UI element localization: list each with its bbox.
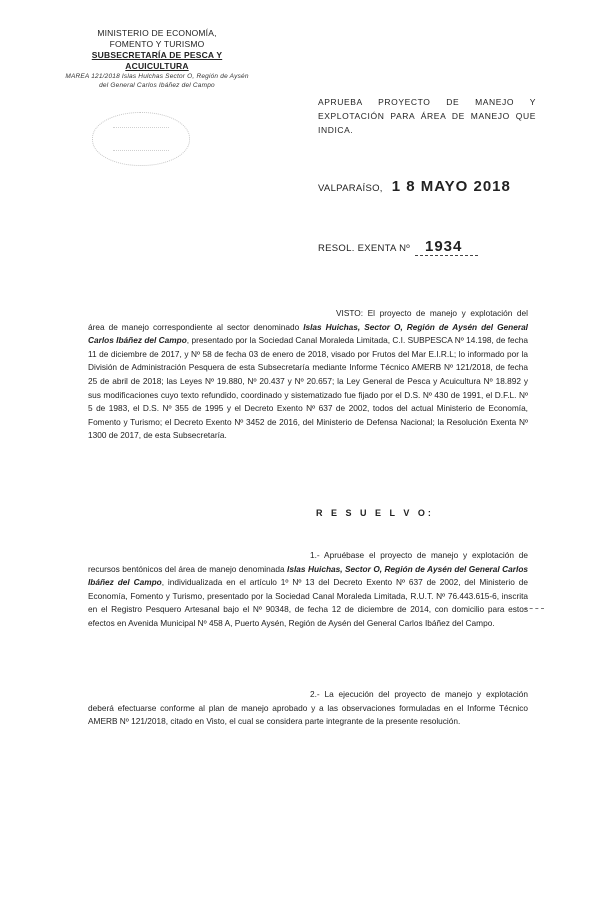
resuelvo-heading: R E S U E L V O: bbox=[316, 508, 434, 518]
ministry-name: MINISTERIO DE ECONOMÍA, bbox=[97, 28, 217, 38]
resolution-item-1 bbox=[88, 549, 528, 631]
margin-mark bbox=[524, 608, 544, 609]
resolution-subject: APRUEBA PROYECTO DE MANEJO Y EXPLOTACIÓN PARA ÁREA DE MANEJO QUE INDICA. bbox=[318, 97, 536, 135]
item1-text: 1.- Apruébase el proyecto de manejo y explotación de recursos bentónicos del área de manejo denominada bbox=[88, 550, 528, 574]
item1-text-cont: , individualizada en el artículo 1º Nº 13 del Decreto Exento Nº 637 de 2002, del Ministerio de Economía, Fomento y Turismo, presentado por la Sociedad Canal Moraleda Limitada, R.U.T. Nº 76.443.615-6, inscrita en el Registro Pesquero Artesanal bajo el Nº 90348, de fecha 12 de diciembre de 2014, con domicilio para estos efectos en Avenida Municipal Nº 458 A, Puerto Aysén, Región de Aysén del General Carlos Ibáñez del Campo. bbox=[88, 577, 528, 628]
margin-reference-cont: del General Carlos Ibáñez del Campo bbox=[99, 82, 215, 89]
ministry-header bbox=[62, 28, 252, 90]
resolution-label: RESOL. EXENTA Nº bbox=[318, 243, 411, 254]
visto-sector: Islas Huichas, Sector O, Región de Aysén del General Carlos Ibáñez del Campo bbox=[88, 321, 528, 346]
place-date bbox=[318, 178, 511, 195]
visto-text: El proyecto de manejo y explotación del área de manejo correspondiente al sector denominado bbox=[88, 308, 528, 332]
subsecretaria-name: SUBSECRETARÍA DE PESCA Y ACUICULTURA bbox=[91, 50, 223, 71]
resolution-number-line bbox=[318, 238, 478, 255]
place: VALPARAÍSO, bbox=[318, 183, 383, 194]
date-stamp: 1 8 MAYO 2018 bbox=[391, 178, 511, 195]
visto-label: VISTO: bbox=[336, 308, 364, 318]
official-stamp bbox=[92, 112, 190, 166]
resolution-number: 1934 bbox=[415, 238, 478, 256]
margin-reference: MAREA 121/2018 Islas Hulchas Sector O, Región de Aysén bbox=[65, 73, 249, 80]
ministry-name-cont: FOMENTO Y TURISMO bbox=[109, 39, 205, 49]
visto-paragraph bbox=[88, 307, 528, 443]
visto-text-cont: , presentado por la Sociedad Canal Moraleda Limitada, C.I. SUBPESCA Nº 14.198, de fecha 11 de diciembre de 2017, y Nº 58 de fecha 03 de enero de 2018, visado por Frutos del Mar E.I.R.L; lo informado por la División de Administración Pesquera de esta Subsecretaría mediante Informe Técnico AMERB Nº 121/2018, de fecha 25 de abril de 2018; las Leyes Nº 19.880, Nº 20.437 y Nº 20.657; la Ley General de Pesca y Acuicultura Nº 18.892 y sus modificaciones cuyo texto refundido, coordinado y sistematizado fue fijado por el D.S. Nº 430 de 1991, el D.F.L. Nº 5 de 1983, el D.S. Nº 355 de 1995 y el Decreto Exento Nº 637 de 2002, todos del actual Ministerio de Economía, Fomento y Turismo; el Decreto Exento Nº 3452 de 2016, del Ministerio de Defensa Nacional; la Resolución Exenta Nº 1300 de 2017, de esta Subsecretaría. bbox=[88, 335, 528, 441]
resolution-item-2: 2.- La ejecución del proyecto de manejo y explotación deberá efectuarse conforme al plan de manejo aprobado y a las observaciones formuladas en el Informe Técnico AMERB Nº 121/2018, citado en Visto, el cual se considera parte integrante de la presente resolución. bbox=[88, 689, 528, 727]
item1-sector: Islas Huichas, Sector O, Región de Aysén del General Carlos Ibáñez del Campo bbox=[88, 563, 529, 588]
